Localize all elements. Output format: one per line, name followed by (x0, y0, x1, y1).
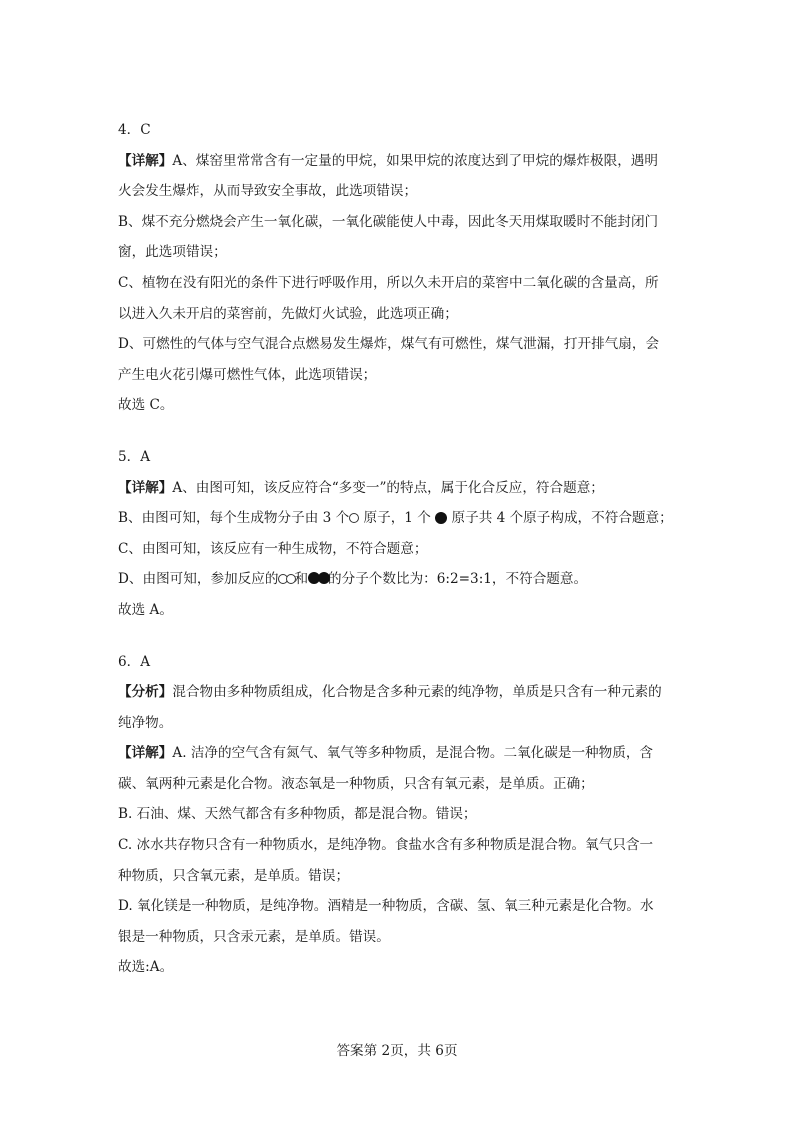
detail-tag: 【详解】 (118, 479, 173, 496)
question-5-number: 5．A (118, 448, 151, 465)
white-atom-icon (349, 513, 359, 523)
q6-analysis-line-2: 纯净物。 (118, 714, 173, 731)
q5-line-4 (118, 569, 678, 590)
spacer (118, 426, 678, 447)
q5-line-2b: 原子，1 个 (359, 510, 436, 527)
q6-detail-line-5: 种物质，只含氧元素，是单质。错误； (118, 867, 350, 884)
q4-text: A、煤窑里常常含有一定量的甲烷，如果甲烷的浓度达到了甲烷的爆炸极限，遇明 (172, 152, 658, 169)
q4-line-6: 以进入久未开启的菜窖前，先做灯火试验，此选项正确； (118, 305, 458, 322)
q5-line-2a: B、由图可知，每个生成物分子由 3 个 (118, 510, 350, 527)
answer-page (118, 120, 678, 988)
q5-line-4c: 的分子个数比为：6:2=3:1，不符合题意。 (328, 571, 588, 588)
q4-detail-line-1 (118, 151, 678, 172)
q4-line-5: C、植物在没有阳光的条件下进行呼吸作用，所以久未开启的菜窖中二氧化碳的含量高，所 (118, 274, 659, 291)
q5-conclusion: 故选 A。 (118, 601, 173, 618)
q4-line-8: 产生电火花引爆可燃性气体，此选项错误； (118, 366, 377, 383)
black-atom-icon (435, 512, 447, 524)
q4-line-4: 窗，此选项错误； (118, 244, 227, 261)
q6-detail-line-3: B. 石油、煤、天然气都含有多种物质，都是混合物。错误； (118, 806, 477, 823)
q5-detail-line-1 (118, 478, 678, 499)
q5-line-4a: D、由图可知，参加反应的 (118, 571, 279, 588)
q4-line-3: B、煤不充分燃烧会产生一氧化碳，一氧化碳能使人中毒，因此冬天用煤取暖时不能封闭门 (118, 213, 659, 230)
q5-text: A、由图可知，该反应符合“多变一”的特点，属于化合反应，符合题意； (172, 479, 604, 496)
white-molecule-icon (278, 574, 294, 584)
q5-line-2 (118, 508, 678, 529)
question-4-number: 4．C (118, 122, 151, 138)
q6-detail-text: A. 洁净的空气含有氮气、氧气等多种物质，是混合物。二氧化碳是一种物质，含 (172, 745, 654, 762)
q4-line-7: D、可燃性的气体与空气混合点燃易发生爆炸，煤气有可燃性，煤气泄漏，打开排气扇，会 (118, 336, 660, 353)
black-molecule-icon (308, 572, 328, 584)
detail-tag: 【详解】 (118, 152, 173, 169)
page-footer: 答案第 2页，共 6页 (336, 1043, 458, 1059)
q5-line-4b: 和 (294, 571, 309, 588)
q6-conclusion: 故选:A。 (118, 959, 174, 976)
q5-line-3: C、由图可知，该反应有一种生成物，不符合题意； (118, 540, 428, 557)
q5-line-2c: 原子共 4 个原子构成，不符合题意； (447, 510, 673, 527)
spacer (118, 631, 678, 652)
q6-detail-line-1 (118, 743, 678, 764)
q6-detail-line-2: 碳、氧两种元素是化合物。液态氧是一种物质，只含有氧元素，是单质。正确； (118, 775, 594, 792)
detail-tag: 【详解】 (118, 745, 173, 762)
q6-detail-line-4: C. 冰水共存物只含有一种物质水，是纯净物。食盐水含有多种物质是混合物。氧气只含一 (118, 837, 654, 854)
analysis-tag: 【分析】 (118, 684, 173, 701)
q4-conclusion: 故选 C。 (118, 397, 174, 414)
q6-detail-line-6: D. 氧化镁是一种物质，是纯净物。酒精是一种物质，含碳、氢、氧三种元素是化合物。水 (118, 898, 654, 915)
q6-detail-line-7: 银是一种物质，只含汞元素，是单质。错误。 (118, 928, 390, 945)
q6-analysis-text: 混合物由多种物质组成，化合物是含多种元素的纯净物，单质是只含有一种元素的 (172, 684, 662, 701)
question-6-number: 6．A (118, 653, 151, 670)
q6-analysis-line-1 (118, 682, 678, 703)
q4-line-2: 火会发生爆炸，从而导致安全事故，此选项错误； (118, 183, 418, 200)
